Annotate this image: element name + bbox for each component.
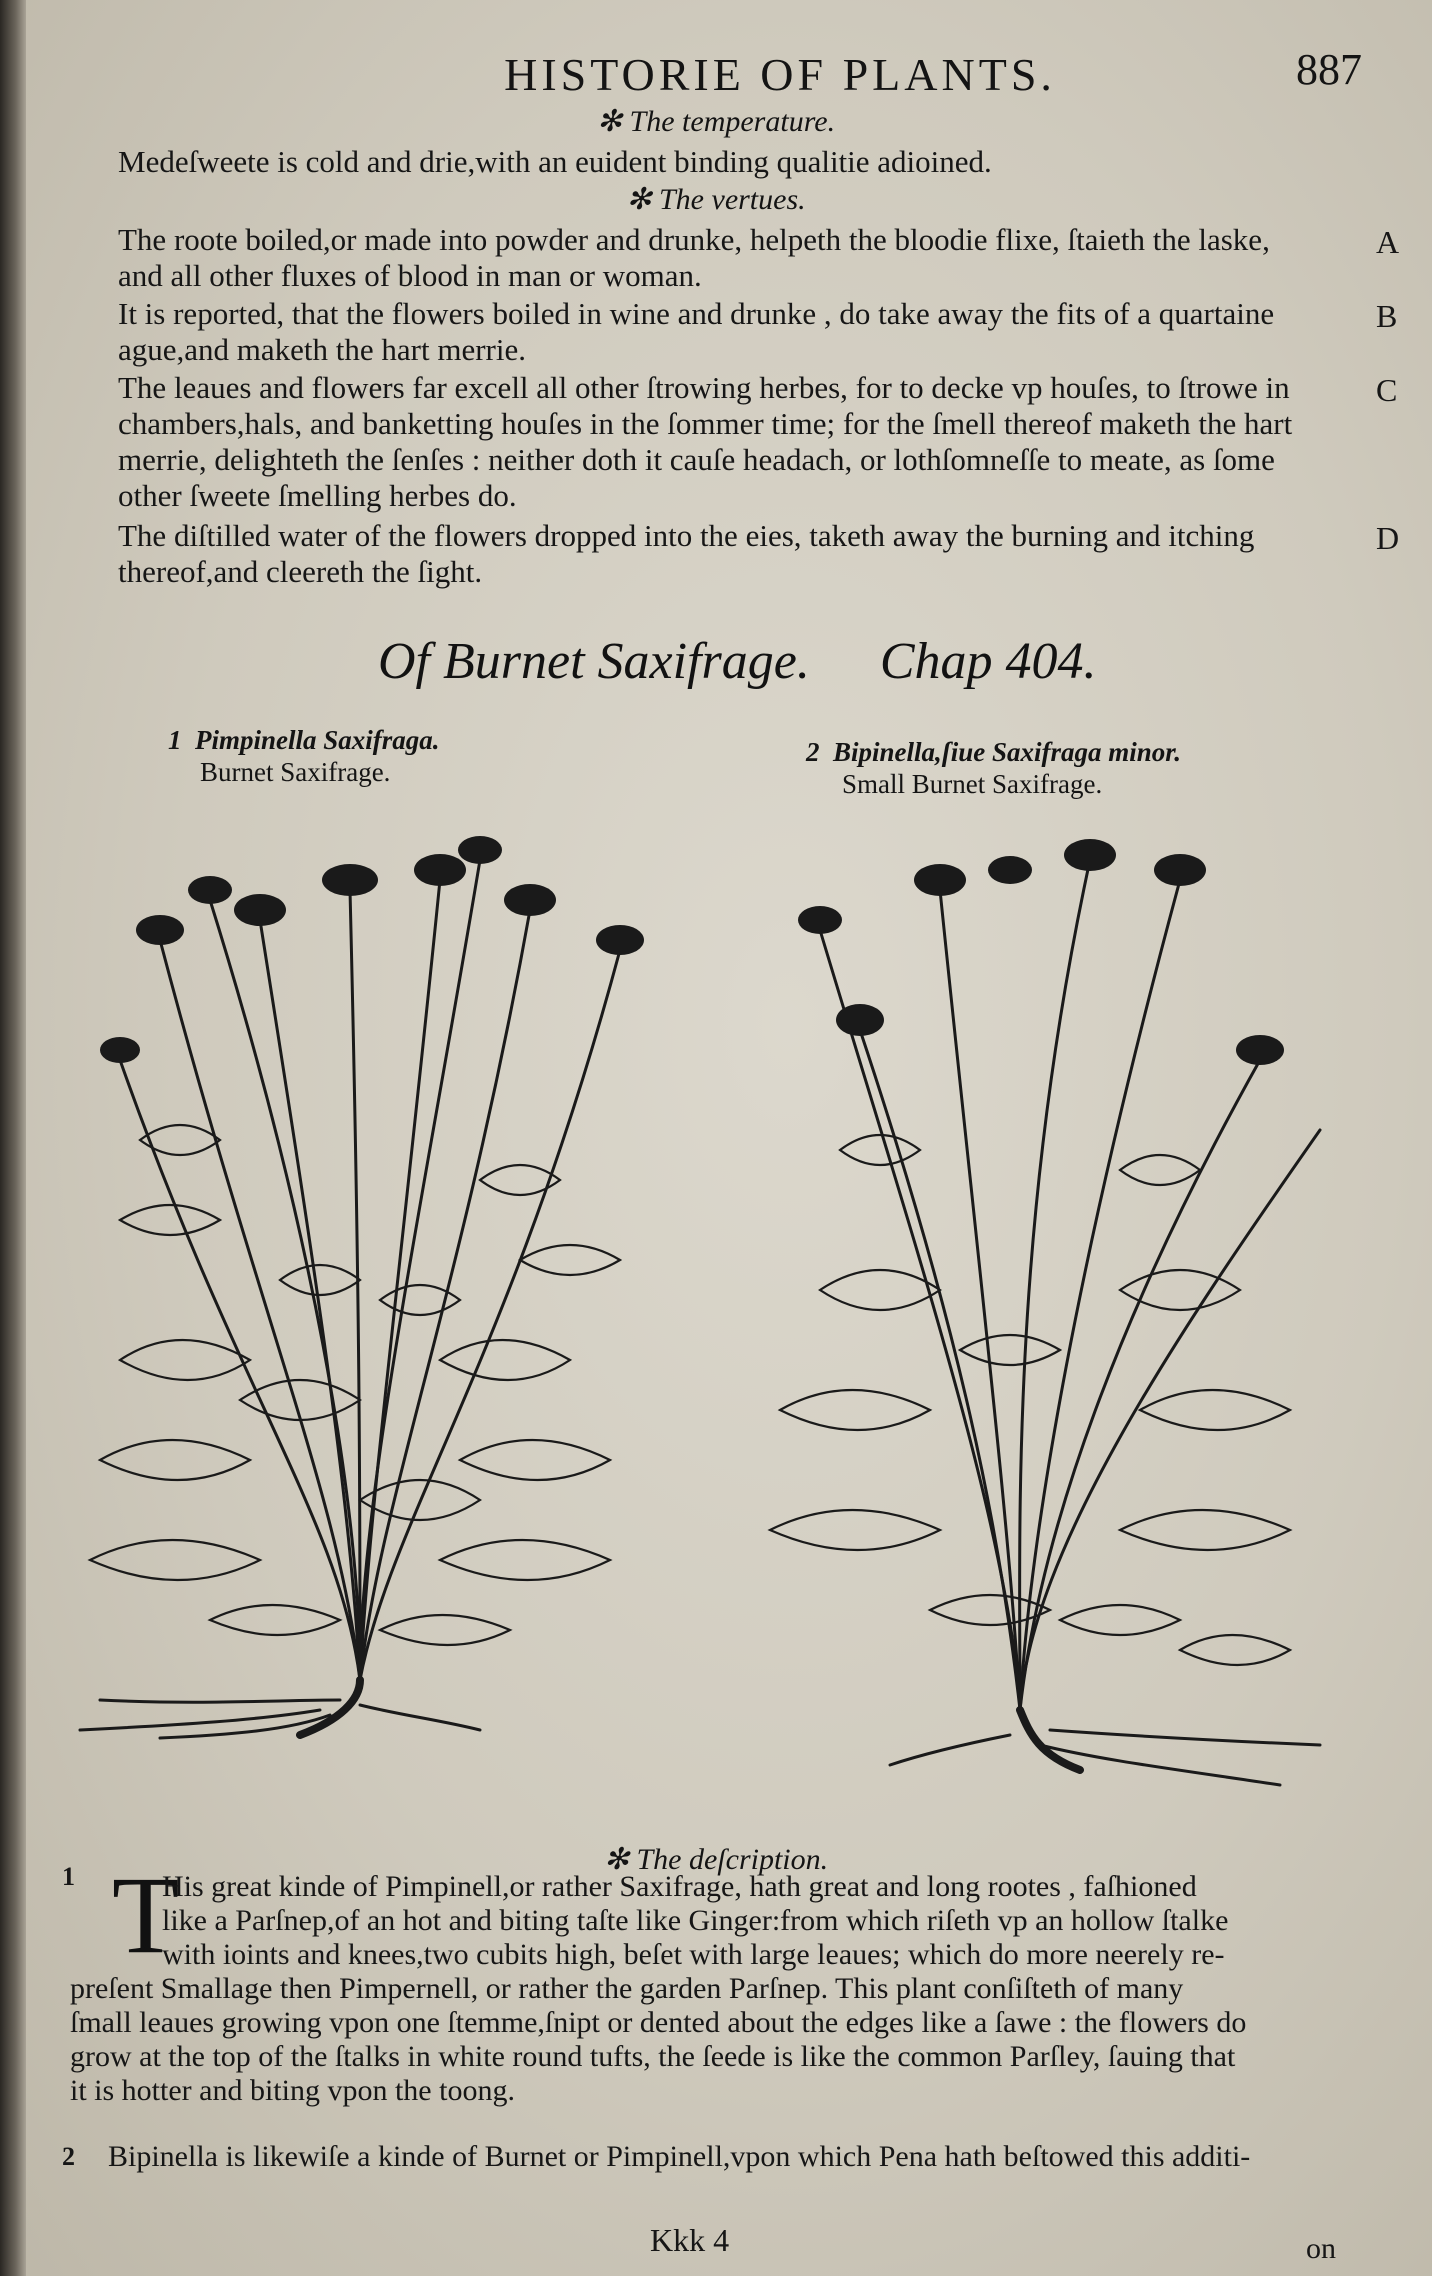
running-header: HISTORIE OF PLANTS. (504, 49, 1056, 100)
description-line: grow at the top of the ſtalks in white round tufts, the ſeede is like the common Parſley, ſauing that (70, 2040, 1236, 2073)
small-burnet-saxifrage-woodcut (760, 830, 1350, 1800)
figure-2-latin-name: Bipinella,ſiue Saxifraga minor. (833, 737, 1182, 767)
vertue-paragraph-d (118, 518, 1370, 590)
description-line: His great kinde of Pimpinell,or rather Saxifrage, hath great and long rootes , faſhioned (162, 1870, 1197, 1903)
description-line: with ioints and knees,two cubits high, beſet with large leaues; which do more neerely re- (162, 1938, 1225, 1971)
page-number: 887 (1296, 45, 1362, 94)
paragraph-line: ague,and maketh the hart merrie. (118, 332, 526, 367)
vertue-paragraph-a (118, 222, 1370, 294)
paragraph-line: The roote boiled,or made into powder and drunke, helpeth the bloodie flixe, ſtaieth the laske, (118, 222, 1270, 257)
description-paragraph (70, 1870, 1352, 2108)
temperature-paragraph (118, 144, 1370, 180)
margin-letter-d: D (1376, 520, 1400, 556)
paragraph-line: It is reported, that the flowers boiled in wine and drunke , do take away the fits of a quartaine (118, 296, 1275, 331)
margin-letter-a: A (1376, 224, 1400, 260)
chapter-title: Of Burnet Saxifrage. (378, 633, 810, 690)
vertues-heading-text: The vertues. (659, 183, 806, 216)
description-line: Bipinella is likewiſe a kinde of Burnet or Pimpinell,vpon which Pena hath beſtowed this additi- (108, 2140, 1251, 2173)
description-heading: ✻ The deſcription. (603, 1843, 829, 1876)
paragraph-line: other ſweete ſmelling herbes do. (118, 478, 517, 513)
chapter-heading (378, 632, 1097, 691)
description-number-2: 2 (62, 2142, 75, 2171)
description-heading-text: The deſcription. (636, 1843, 829, 1876)
burnet-saxifrage-woodcut (60, 800, 680, 1740)
vertues-heading: ✻ The vertues. (626, 183, 806, 216)
paragraph-line: chambers,hals, and banketting houſes in the ſommer time; for the ſmell thereof maketh the hart (118, 406, 1293, 441)
figure-2-english-name: Small Burnet Saxifrage. (842, 769, 1103, 799)
figure-1-number: 1 (168, 725, 182, 755)
catchword: on (1306, 2232, 1336, 2265)
paragraph-line: thereof,and cleereth the ſight. (118, 554, 483, 589)
figure-1-english-name: Burnet Saxifrage. (200, 757, 391, 787)
description-line: ſmall leaues growing vpon one ſtemme,ſnipt or dented about the edges like a ſawe : the flowers do (70, 2006, 1247, 2039)
temperature-heading-text: The temperature. (629, 105, 836, 138)
figure-1-caption (168, 724, 440, 788)
paragraph-line: and all other fluxes of blood in man or woman. (118, 258, 702, 293)
description-number-1: 1 (62, 1862, 75, 1891)
description-line: preſent Smallage then Pimpernell, or rather the garden Parſnep. This plant conſiſteth of many (70, 1972, 1184, 2005)
signature-mark: Kkk 4 (650, 2222, 730, 2258)
description-line: like a Parſnep,of an hot and biting taſte like Ginger:from which riſeth vp an hollow ſtalke (162, 1904, 1229, 1937)
figure-2-caption (806, 736, 1181, 800)
book-binding-edge (0, 0, 26, 2276)
paragraph-line: merrie, delighteth the ſenſes : neither doth it cauſe headach, or lothſomneſſe to meate, as ſome (118, 442, 1275, 477)
figure-2-number: 2 (806, 737, 820, 767)
drop-cap: T (112, 1854, 180, 1976)
paragraph-line: The leaues and flowers far excell all other ſtrowing herbes, for to decke vp houſes, to ſtrowe in (118, 370, 1290, 405)
temperature-heading: ✻ The temperature. (596, 105, 836, 138)
paragraph-line: The diſtilled water of the flowers dropped into the eies, taketh away the burning and itching (118, 518, 1255, 553)
figure-1-latin-name: Pimpinella Saxifraga. (195, 725, 440, 755)
description-line: it is hotter and biting vpon the toong. (70, 2074, 515, 2107)
margin-letter-b: B (1376, 298, 1398, 334)
vertue-paragraph-b (118, 296, 1370, 368)
temperature-line: Medeſweete is cold and drie,with an euident binding qualitie adioined. (118, 144, 992, 179)
chapter-number: Chap 404. (879, 633, 1097, 690)
margin-letter-c: C (1376, 372, 1398, 408)
vertue-paragraph-c (118, 370, 1370, 514)
description-paragraph-2 (108, 2140, 1358, 2174)
